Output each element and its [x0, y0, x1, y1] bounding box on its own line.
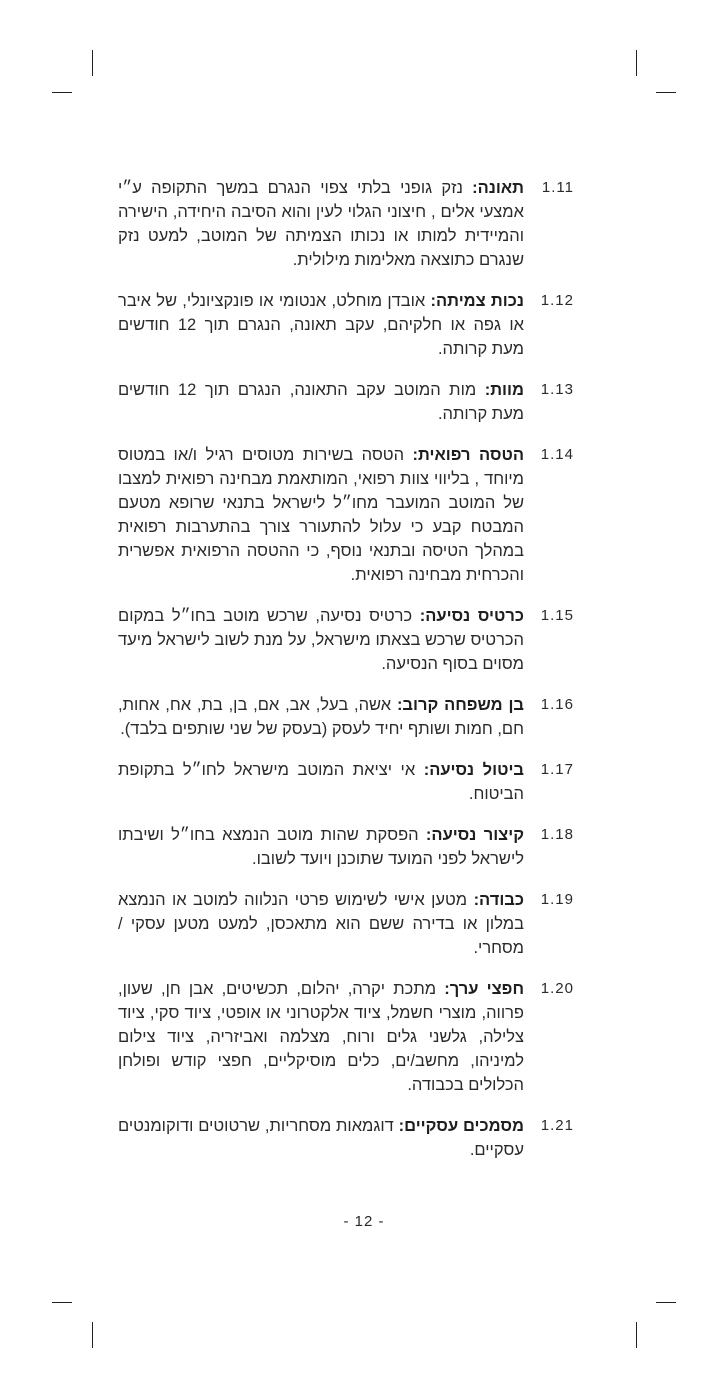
entry-text [118, 693, 524, 741]
crop-mark-bottom-left-vertical [92, 1322, 93, 1348]
entry-term: חפצי ערך: [444, 980, 524, 998]
page-number: - 12 - [343, 1213, 385, 1230]
entry-definition: מות המוטב עקב התאונה, הנגרם תוך 12 חודשים מעת קרותה. [118, 381, 524, 423]
entry-number: 1.14 [540, 446, 574, 463]
definition-entry [118, 289, 574, 361]
entry-number: 1.12 [540, 292, 574, 309]
entry-definition: אובדן מוחלט, אנטומי או פונקציונלי, של איבר או גפה או חלקיהם, עקב תאונה, הנגרם תוך 12 חודשים מעת קרותה. [118, 292, 524, 358]
entry-definition: מתכת יקרה, יהלום, תכשיטים, אבן חן, שעון, פרווה, מוצרי חשמל, ציוד אלקטרוני או אופטי, ציוד סקי, ציוד צלילה, גלשני גלים ורוח, מצלמה ואביזריה, ציוד צילום למיניהו, מחשב/ים, כלים מוסיקליים, חפצי קודש ופולחן הכלולים בכבודה. [118, 980, 524, 1094]
entry-term: תאונה: [472, 179, 524, 197]
definition-entry [118, 1114, 574, 1162]
entry-definition: נזק גופני בלתי צפוי הנגרם במשך התקופה ע״י אמצעי אלים , חיצוני הגלוי לעין והוא הסיבה היחידה, הישירה והמיידית למותו או נכותו הצמיתה של המוטב, למעט נזק שנגרם כתוצאה מאלימות מילולית. [118, 179, 524, 269]
entry-definition: אשה, בעל, אב, אם, בן, בת, אח, אחות, חם, חמות ושותף יחיד לעסק (בעסק של שני שותפים בלבד). [118, 696, 524, 738]
entry-definition: מטען אישי לשימוש פרטי הנלווה למוטב או הנמצא במלון או בדירה ששם הוא מתאכסן, למעט מטען עסקי / מסחרי. [118, 891, 524, 957]
crop-mark-top-left-vertical [92, 50, 93, 76]
entry-text [118, 289, 524, 361]
definition-entry [118, 176, 574, 272]
entry-text [118, 443, 524, 587]
definition-entry [118, 378, 574, 426]
entry-number: 1.17 [540, 761, 574, 778]
entry-definition: הטסה בשירות מטוסים רגיל ו/או במטוס מיוחד , בליווי צוות רפואי, המותאמת מבחינה רפואית למצבו של המוטב המועבר מחו״ל לישראל בתנאי שרופא מטעם המבטח קבע כי עלול להתעורר צורך בהתערבות רפואית במהלך הטיסה ובתנאי נוסף, כי ההטסה הרפואית אפשרית והכרחית מבחינה רפואית. [118, 446, 524, 584]
entry-term: בן משפחה קרוב: [396, 696, 524, 714]
entry-text [118, 378, 524, 426]
entry-number: 1.18 [540, 826, 574, 843]
entry-term: כרטיס נסיעה: [419, 607, 524, 625]
entry-number: 1.20 [540, 980, 574, 997]
crop-mark-top-right-horizontal [656, 92, 676, 93]
entry-term: הטסה רפואית: [412, 446, 524, 464]
entry-number: 1.16 [540, 696, 574, 713]
entry-text [118, 1114, 524, 1162]
entry-term: נכות צמיתה: [430, 292, 524, 310]
definition-entry [118, 758, 574, 806]
entry-number: 1.11 [541, 179, 574, 196]
crop-mark-top-right-vertical [636, 50, 637, 76]
entry-term: כבודה: [473, 891, 524, 909]
entry-number: 1.15 [540, 607, 574, 624]
entry-text [118, 604, 524, 676]
entry-text [118, 176, 524, 272]
entry-term: ביטול נסיעה: [423, 761, 524, 779]
crop-mark-top-left-horizontal [52, 92, 72, 93]
entry-number: 1.13 [540, 381, 574, 398]
entry-definition: כרטיס נסיעה, שרכש מוטב בחו״ל במקום הכרטיס שרכש בצאתו מישראל, על מנת לשוב לישראל מיעד מסוים בסוף הנסיעה. [118, 607, 524, 673]
entry-text [118, 758, 524, 806]
entry-definition: דוגמאות מסחריות, שרטוטים ודוקומנטים עסקיים. [118, 1117, 524, 1159]
entry-definition: אי יציאת המוטב מישראל לחו״ל בתקופת הביטוח. [118, 761, 524, 803]
definition-entry [118, 888, 574, 960]
entry-text [118, 823, 524, 871]
entry-number: 1.21 [540, 1117, 574, 1134]
definition-entry [118, 977, 574, 1097]
entry-term: מוות: [484, 381, 524, 399]
entry-text [118, 888, 524, 960]
crop-mark-bottom-right-horizontal [656, 1302, 676, 1303]
definitions-list [118, 176, 574, 1179]
entry-number: 1.19 [540, 891, 574, 908]
crop-mark-bottom-left-horizontal [52, 1302, 72, 1303]
definition-entry [118, 823, 574, 871]
definition-entry [118, 693, 574, 741]
definition-entry [118, 443, 574, 587]
entry-term: קיצור נסיעה: [425, 826, 524, 844]
crop-mark-bottom-right-vertical [636, 1322, 637, 1348]
entry-text [118, 977, 524, 1097]
entry-term: מסמכים עסקיים: [398, 1117, 524, 1135]
definition-entry [118, 604, 574, 676]
entry-definition: הפסקת שהות מוטב הנמצא בחו״ל ושיבתו לישראל לפני המועד שתוכנן ויועד לשובו. [118, 826, 524, 868]
